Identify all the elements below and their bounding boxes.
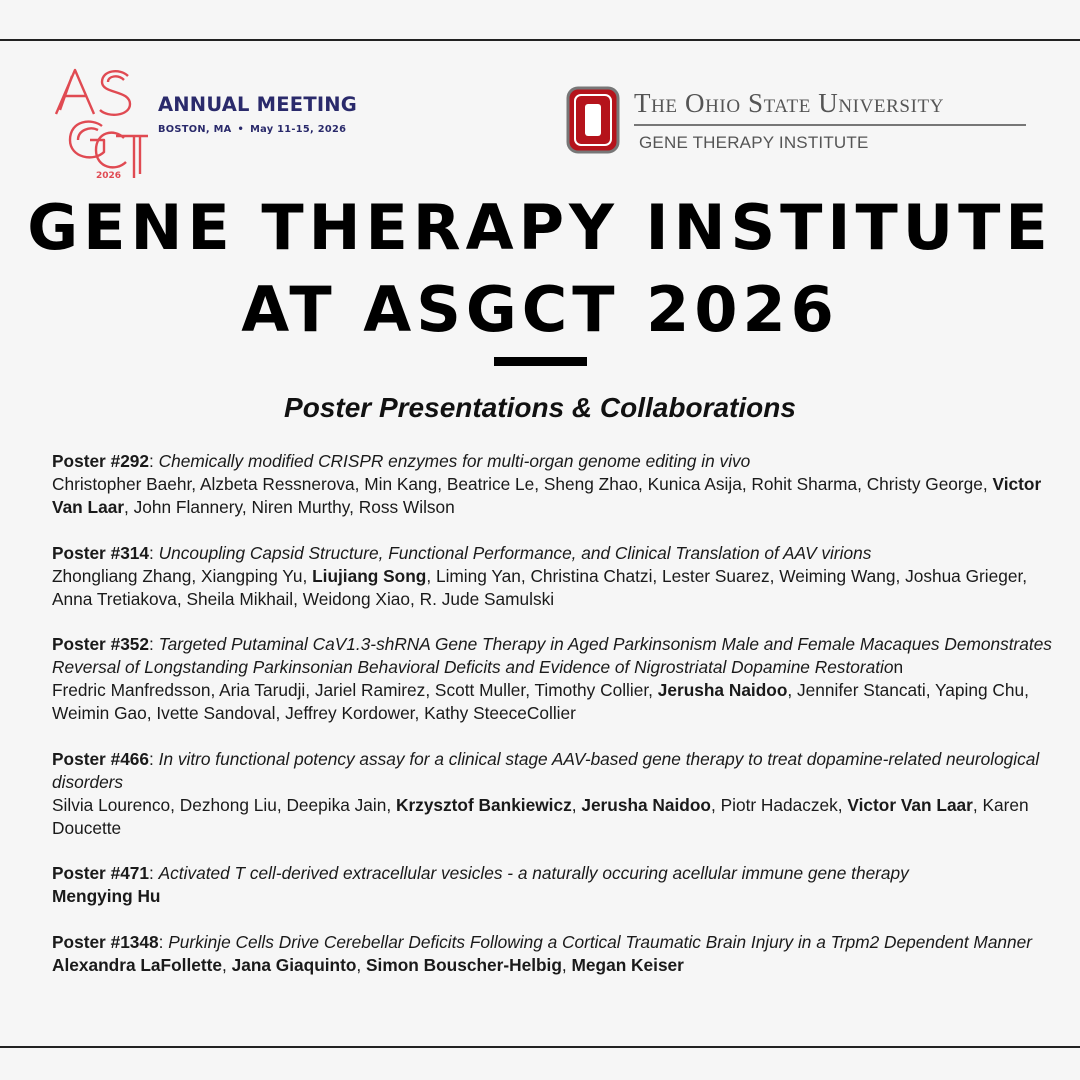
author-name: Jeffrey Kordower (285, 703, 415, 723)
poster-authors: Alexandra LaFollette, Jana Giaquinto, Simon Bouscher-Helbig, Megan Keiser (52, 954, 684, 975)
poster-list (52, 450, 1052, 999)
author-name: Rohit Sharma (751, 474, 858, 494)
author-name: Dezhong Liu (179, 794, 277, 815)
author-name: Megan Keiser (571, 954, 684, 975)
author-name: Alzbeta Ressnerova (199, 474, 355, 494)
author-name: Liujiang Song (312, 565, 427, 586)
poster-authors: Christopher Baehr, Alzbeta Ressnerova, Min Kang, Beatrice Le, Sheng Zhao, Kunica Asija, Rohit Sharma, Christy George, Victor Van Laar, John Flannery, Niren Murthy, Ross Wilson (52, 474, 1042, 517)
page-heading (0, 187, 1080, 351)
poster-title: Activated T cell-derived extracellular vesicles - a naturally occuring acellular immune gene therapy (158, 863, 909, 883)
author-name: Min Kang (364, 474, 438, 494)
poster-number: Poster #1348 (52, 931, 159, 952)
poster-title: Uncoupling Capsid Structure, Functional Performance, and Clinical Translation of AAV virions (158, 542, 872, 563)
section-subtitle: Poster Presentations & Collaborations (284, 392, 796, 423)
logo-divider (634, 124, 1026, 126)
poster-heading: Poster #292: Chemically modified CRISPR enzymes for multi-organ genome editing in vivo (52, 451, 751, 471)
poster-heading: Poster #314: Uncoupling Capsid Structure, Functional Performance, and Clinical Translation of AAV virions (52, 542, 872, 563)
institute-name: GENE THERAPY INSTITUTE (639, 133, 869, 152)
author-name: Simon Bouscher-Helbig (366, 954, 562, 975)
annual-meeting-title: ANNUAL MEETING (158, 93, 357, 116)
author-name: R. Jude Samulski (419, 588, 555, 609)
bottom-divider (0, 1046, 1080, 1048)
author-name: Aria Tarudji (219, 680, 306, 700)
poster-number: Poster #314 (52, 542, 150, 563)
author-name: Kunica Asija (647, 474, 742, 494)
author-name: Jana Giaquinto (231, 954, 357, 975)
author-name: Xiangping Yu (200, 565, 303, 586)
poster-heading: Poster #1348: Purkinje Cells Drive Cerebellar Deficits Following a Cortical Traumatic Brain Injury in a Trpm2 Dependent Manner (52, 931, 1033, 952)
author-name: Joshua Grieger (905, 565, 1023, 586)
block-o-icon (566, 86, 622, 156)
poster-title-tail: n (893, 657, 904, 677)
author-name: Sheng Zhao (543, 474, 639, 494)
author-name: Victor Van Laar (847, 794, 973, 815)
poster-entry (52, 633, 1052, 725)
poster-authors: Fredric Manfredsson, Aria Tarudji, Jariel Ramirez, Scott Muller, Timothy Collier, Jerusha Naidoo, Jennifer Stancati, Yaping Chu, Weimin Gao, Ivette Sandoval, Jeffrey Kordower, Kathy SteeceCollier (52, 680, 1029, 723)
poster-title: Targeted Putaminal CaV1.3-shRNA Gene Therapy in Aged Parkinsonism Male and Female Macaques Demonstrates Reversal of Longstanding Parkinsonian Behavioral Deficits and Evidence of Nigrostriatal Dopamine Restoratio (52, 634, 1052, 677)
author-name: Jerusha Naidoo (657, 680, 788, 700)
author-name: John Flannery (133, 497, 242, 517)
poster-title: Purkinje Cells Drive Cerebellar Deficits Following a Cortical Traumatic Brain Injury in a Trpm2 Dependent Manner (168, 931, 1033, 952)
poster-heading: Poster #466: In vitro functional potency assay for a clinical stage AAV-based gene therapy to treat dopamine-related neurological disorders (52, 748, 1040, 792)
author-name: Scott Muller (434, 680, 526, 700)
university-name: The Ohio State University (634, 88, 945, 118)
poster-number: Poster #352 (52, 634, 150, 654)
poster-entry (52, 748, 1052, 840)
author-name: Christina Chatzi (530, 565, 653, 586)
author-name: Jennifer Stancati (797, 680, 926, 700)
author-name: Lester Suarez (662, 565, 770, 586)
poster-entry (52, 450, 1052, 519)
author-name: Deepika Jain (286, 794, 387, 815)
author-name: Timothy Collier (534, 680, 649, 700)
poster-heading: Poster #471: Activated T cell-derived extracellular vesicles - a naturally occuring acellular immune gene therapy (52, 863, 909, 883)
asgct-annual-meeting-logo (52, 66, 372, 182)
poster-heading: Poster #352: Targeted Putaminal CaV1.3-shRNA Gene Therapy in Aged Parkinsonism Male and Female Macaques Demonstrates Reversal of Longstanding Parkinsonian Behavioral Deficits and Evidence of Nigrostriatal Dopamine Restoration (52, 634, 1052, 677)
poster-authors (52, 885, 1052, 908)
author-name: Jariel Ramirez (314, 680, 426, 700)
asgct-logo-mark (52, 66, 158, 182)
poster-entry (52, 542, 1052, 611)
author-name: Ross Wilson (358, 497, 455, 517)
heading-line-1: GENE THERAPY INSTITUTE (27, 191, 1053, 264)
svg-text:2026: 2026 (96, 171, 122, 181)
heading-underline (494, 357, 587, 366)
poster-authors: Silvia Lourenco, Dezhong Liu, Deepika Jain, Krzysztof Bankiewicz, Jerusha Naidoo, Piotr Hadaczek, Victor Van Laar, Karen Doucette (52, 794, 1029, 838)
poster-number: Poster #466 (52, 748, 150, 769)
poster-entry (52, 862, 1052, 908)
author-name: Kathy SteeceCollier (424, 703, 576, 723)
poster-number: Poster #292 (52, 451, 150, 471)
author-name: Sheila Mikhail (186, 588, 294, 609)
author-name: Weiming Wang (779, 565, 896, 586)
author-name: Beatrice Le (446, 474, 535, 494)
author-name: Jerusha Naidoo (581, 794, 711, 815)
author-name: Liming Yan (435, 565, 521, 586)
poster-authors: Zhongliang Zhang, Xiangping Yu, Liujiang Song, Liming Yan, Christina Chatzi, Lester Suarez, Weiming Wang, Joshua Grieger, Anna Tretiakova, Sheila Mikhail, Weidong Xiao, R. Jude Samulski (52, 565, 1028, 609)
poster-number: Poster #471 (52, 863, 150, 883)
top-divider (0, 39, 1080, 41)
poster-title: Chemically modified CRISPR enzymes for multi-organ genome editing in vivo (158, 451, 751, 471)
author-name: Weimin Gao (52, 703, 147, 723)
author-name: Weidong Xiao (302, 588, 411, 609)
author-name: Yaping Chu (935, 680, 1025, 700)
author-name: Piotr Hadaczek (720, 794, 838, 815)
author-name: Victor Van Laar (52, 474, 1042, 517)
author-name: Christy George (866, 474, 983, 494)
author-name: Fredric Manfredsson (52, 680, 211, 700)
author-name: Niren Murthy (251, 497, 350, 517)
author-name: Mengying Hu (52, 886, 161, 906)
author-name: Anna Tretiakova (52, 588, 177, 609)
poster-title: In vitro functional potency assay for a clinical stage AAV-based gene therapy to treat dopamine-related neurological disorders (52, 748, 1040, 792)
meeting-location-dates: BOSTON, MA • May 11-15, 2026 (158, 124, 347, 135)
poster-entry (52, 931, 1052, 977)
author-name: Ivette Sandoval (156, 703, 276, 723)
author-name: Silvia Lourenco (52, 794, 171, 815)
author-name: Karen Doucette (52, 794, 1029, 838)
author-name: Alexandra LaFollette (52, 954, 222, 975)
ohio-state-gene-therapy-logo (566, 86, 1028, 158)
heading-line-2: AT ASGCT 2026 (241, 273, 839, 346)
author-name: Zhongliang Zhang (52, 565, 192, 586)
author-name: Krzysztof Bankiewicz (395, 794, 572, 815)
author-name: Christopher Baehr (52, 474, 192, 494)
